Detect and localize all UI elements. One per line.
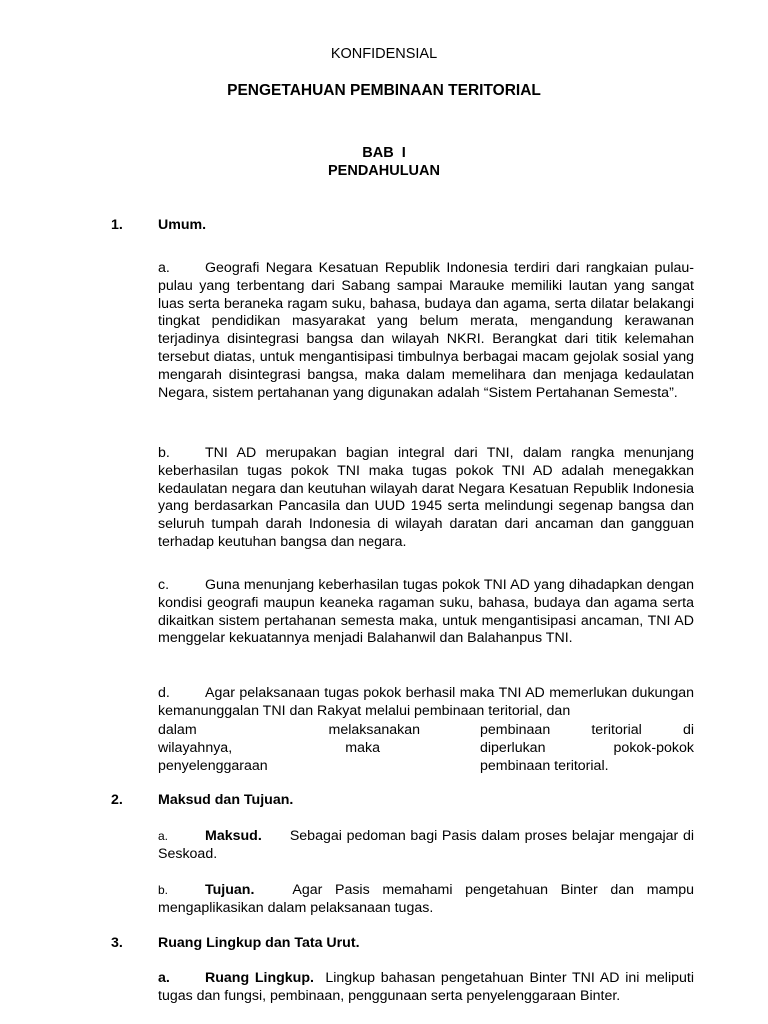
section-number: 2. <box>111 792 123 808</box>
paragraph-text: TNI AD merupakan bagian integral dari TNI, dalam rangka menunjang keberhasilan tugas pokok TNI maka tugas pokok TNI AD adalah menegakkan kedaulatan negara dan keutuhan wilayah darat Negara Kesatuan Republik Indonesia yang berdasarkan Pancasila dan UUD 1945 serta melindungi segenap bangsa dan seluruh tumpah darah Indonesia di wilayah daratan dari ancaman dan gangguan terhadap keutuhan bangsa dan negara. <box>158 445 694 550</box>
paragraph-text: Agar pelaksanaan tugas pokok berhasil maka TNI AD memerlukan dukungan kemanunggalan TNI dan Rakyat melalui pembinaan teritorial, dan <box>158 685 694 719</box>
table-cell: pokok-pokok <box>613 740 694 756</box>
paragraph-text: Geografi Negara Kesatuan Republik Indonesia terdiri dari rangkaian pulau-pulau yang terbentang dari Sabang sampai Marauke memiliki lautan yang sangat luas serta beraneka ragam suku, bahasa, budaya dan agama, serta dilatar belakangi tingkat pendidikan masyarakat yang belum merata, mengandung kerawanan terjadinya disintegrasi bangsa dan wilayah NKRI. Berangkat dari titik kelemahan tersebut diatas, untuk mengantisipasi timbulnya berbagai macam gejolak sosial yang mengarah disintegrasi bangsa, maka dalam memelihara dan menjaga kedaulatan Negara, sistem pertahanan yang digunakan adalah “Sistem Pertahanan Semesta”. <box>158 260 694 401</box>
chapter-title: PENDAHULUAN <box>328 163 440 179</box>
table-cell: diperlukan <box>480 740 546 756</box>
paragraph-lead: Ruang Lingkup. <box>205 970 314 986</box>
table-cell: di <box>682 722 694 738</box>
paragraph-2a <box>158 828 694 864</box>
chapter-number: BAB I <box>362 145 406 161</box>
item-marker: b. <box>158 883 169 897</box>
section-number: 1. <box>111 217 123 233</box>
table-cell: penyelenggaraan <box>158 758 268 774</box>
paragraph-1a <box>158 260 694 402</box>
paragraph-lead: Maksud. <box>205 828 262 844</box>
paragraph-1c <box>158 577 694 648</box>
paragraph-text: Lingkup bahasan pengetahuan Binter TNI AD ini meliputi tugas dan fungsi, pembinaan, penggunaan serta penyelenggaraan Binter. <box>158 970 694 1004</box>
paragraph-1b <box>158 445 694 552</box>
item-marker: a. <box>158 260 170 276</box>
table-cell: melaksanakan <box>328 722 420 738</box>
section-number: 3. <box>111 935 123 951</box>
paragraph-2b <box>158 882 694 918</box>
paragraph-3a <box>158 970 694 1006</box>
paragraph-text: Sebagai pedoman bagi Pasis dalam proses belajar mengajar di Seskoad. <box>158 828 694 862</box>
table-cell: maka <box>345 740 380 756</box>
item-marker: a. <box>158 829 169 843</box>
item-marker: a. <box>158 970 170 986</box>
table-cell: teritorial <box>591 722 642 738</box>
table-row <box>158 739 694 757</box>
item-marker: b. <box>158 445 170 461</box>
section-title: Maksud dan Tujuan. <box>158 792 294 808</box>
item-marker: d. <box>158 685 170 701</box>
section-title: Umum. <box>158 217 207 233</box>
paragraph-lead: Tujuan. <box>205 882 255 898</box>
item-marker: c. <box>158 577 170 593</box>
document-title: PENGETAHUAN PEMBINAAN TERITORIAL <box>227 82 541 99</box>
confidential-label: KONFIDENSIAL <box>330 46 438 62</box>
paragraph-1d-table <box>158 721 694 775</box>
section-title: Ruang Lingkup dan Tata Urut. <box>158 935 360 951</box>
paragraph-1d <box>158 685 694 721</box>
table-cell: dalam <box>158 722 197 738</box>
table-row <box>158 721 694 739</box>
paragraph-text: Guna menunjang keberhasilan tugas pokok TNI AD yang dihadapkan dengan kondisi geografi maupun keaneka ragaman suku, bahasa, budaya dan agama serta dikaitkan sistem pertahanan semesta maka, untuk mengantisipasi ancaman, TNI AD menggelar kekuatannya menjadi Balahanwil dan Balahanpus TNI. <box>158 577 694 647</box>
table-cell: pembinaan teritorial. <box>480 758 609 774</box>
table-cell: pembinaan <box>480 722 551 738</box>
table-cell: wilayahnya, <box>158 740 233 756</box>
table-row <box>158 757 694 775</box>
paragraph-text: Agar Pasis memahami pengetahuan Binter dan mampu mengaplikasikan dalam pelaksanaan tugas. <box>158 882 694 916</box>
